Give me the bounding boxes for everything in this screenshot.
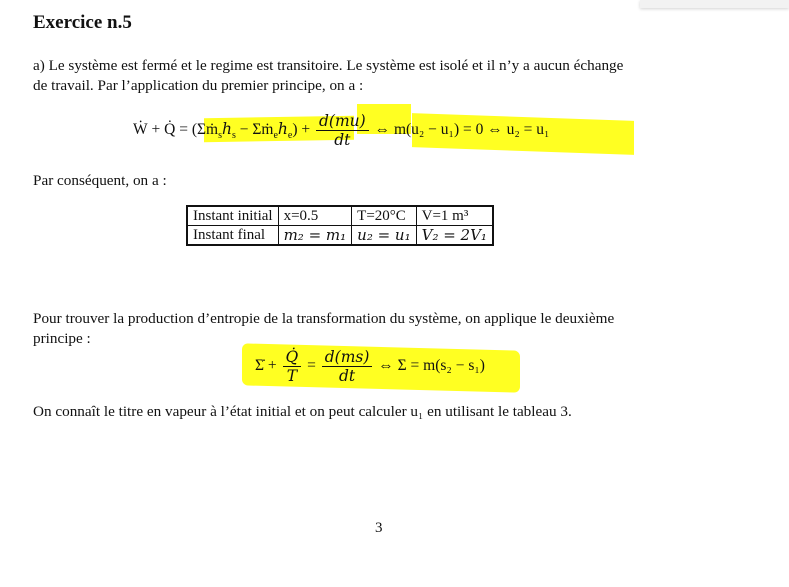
table-cell: u₂ = u₁: [352, 226, 416, 246]
table-cell: Instant initial: [187, 206, 278, 226]
paragraph-c: On connaît le titre en vapeur à l’état initial et on peut calculer u₁ en utilisant le tableau 3.: [33, 403, 572, 420]
paragraph-b-line2: principe :: [33, 330, 91, 347]
table-cell: V₂ = 2V₁: [416, 226, 493, 246]
paragraph-b: [33, 309, 748, 349]
window-edge-shadow: [640, 0, 789, 8]
table-cell: T=20°C: [352, 206, 416, 226]
page-number: 3: [375, 520, 383, 536]
equation-first-principle: [133, 112, 549, 149]
eq1-close: ) +: [292, 121, 311, 139]
eq1-minus: − Σṁ: [235, 121, 274, 139]
table-cell: m₂ = m₁: [278, 226, 352, 246]
eq2-q-fraction: [283, 348, 302, 385]
table-cell: x=0.5: [278, 206, 352, 226]
eq1-e-sub: e: [273, 130, 278, 142]
eq2-fraction: [322, 348, 373, 385]
paragraph-a-line1: a) Le système est fermé et le regime est transitoire. Le système est isolé et il n’y a aucun échange: [33, 57, 624, 74]
exercise-title: Exercice n.5: [33, 12, 132, 33]
eq1-paren: (Σṁ: [191, 121, 219, 139]
eq1-e-sub-2: e: [287, 130, 293, 142]
eq2-frac-den: dt: [338, 367, 356, 385]
eq2-lhs: Σ̇ +: [255, 357, 277, 375]
table-cell: V=1 m³: [416, 206, 493, 226]
paragraph-a-line2: de travail. Par l’application du premier principe, on a :: [33, 77, 364, 94]
eq1-fraction: [316, 112, 369, 149]
table-row: [187, 206, 493, 226]
eq1-rest: ⇔ m(u₂ − u₁) = 0 ⇔ u₂ = u₁: [374, 121, 550, 139]
eq2-frac-num: d(ms): [322, 348, 373, 367]
eq1-lhs: Ẇ + Q̇ =: [133, 121, 192, 139]
eq2-rest: ⇔ Σ = m(s₂ − s₁): [378, 357, 485, 375]
par-consequent: Par conséquent, on a :: [33, 172, 167, 189]
paragraph-a: [33, 56, 748, 96]
eq1-h-e: h: [277, 120, 288, 139]
state-table: [186, 205, 494, 246]
eq2-q-num: Q̇: [283, 348, 302, 367]
equation-second-principle: [255, 348, 485, 385]
eq1-s-sub-2: s: [231, 130, 236, 142]
table-row: [187, 226, 493, 246]
eq1-h-s: h: [221, 120, 232, 139]
eq2-equals: =: [307, 357, 316, 375]
eq1-s-sub: s: [218, 130, 222, 142]
eq1-frac-num: d(mu): [316, 112, 369, 131]
eq2-q-den: T: [286, 367, 298, 385]
table-cell: Instant final: [187, 226, 278, 246]
eq1-frac-den: dt: [334, 131, 351, 149]
paragraph-b-line1: Pour trouver la production d’entropie de la transformation du système, on applique le deuxième: [33, 310, 615, 327]
